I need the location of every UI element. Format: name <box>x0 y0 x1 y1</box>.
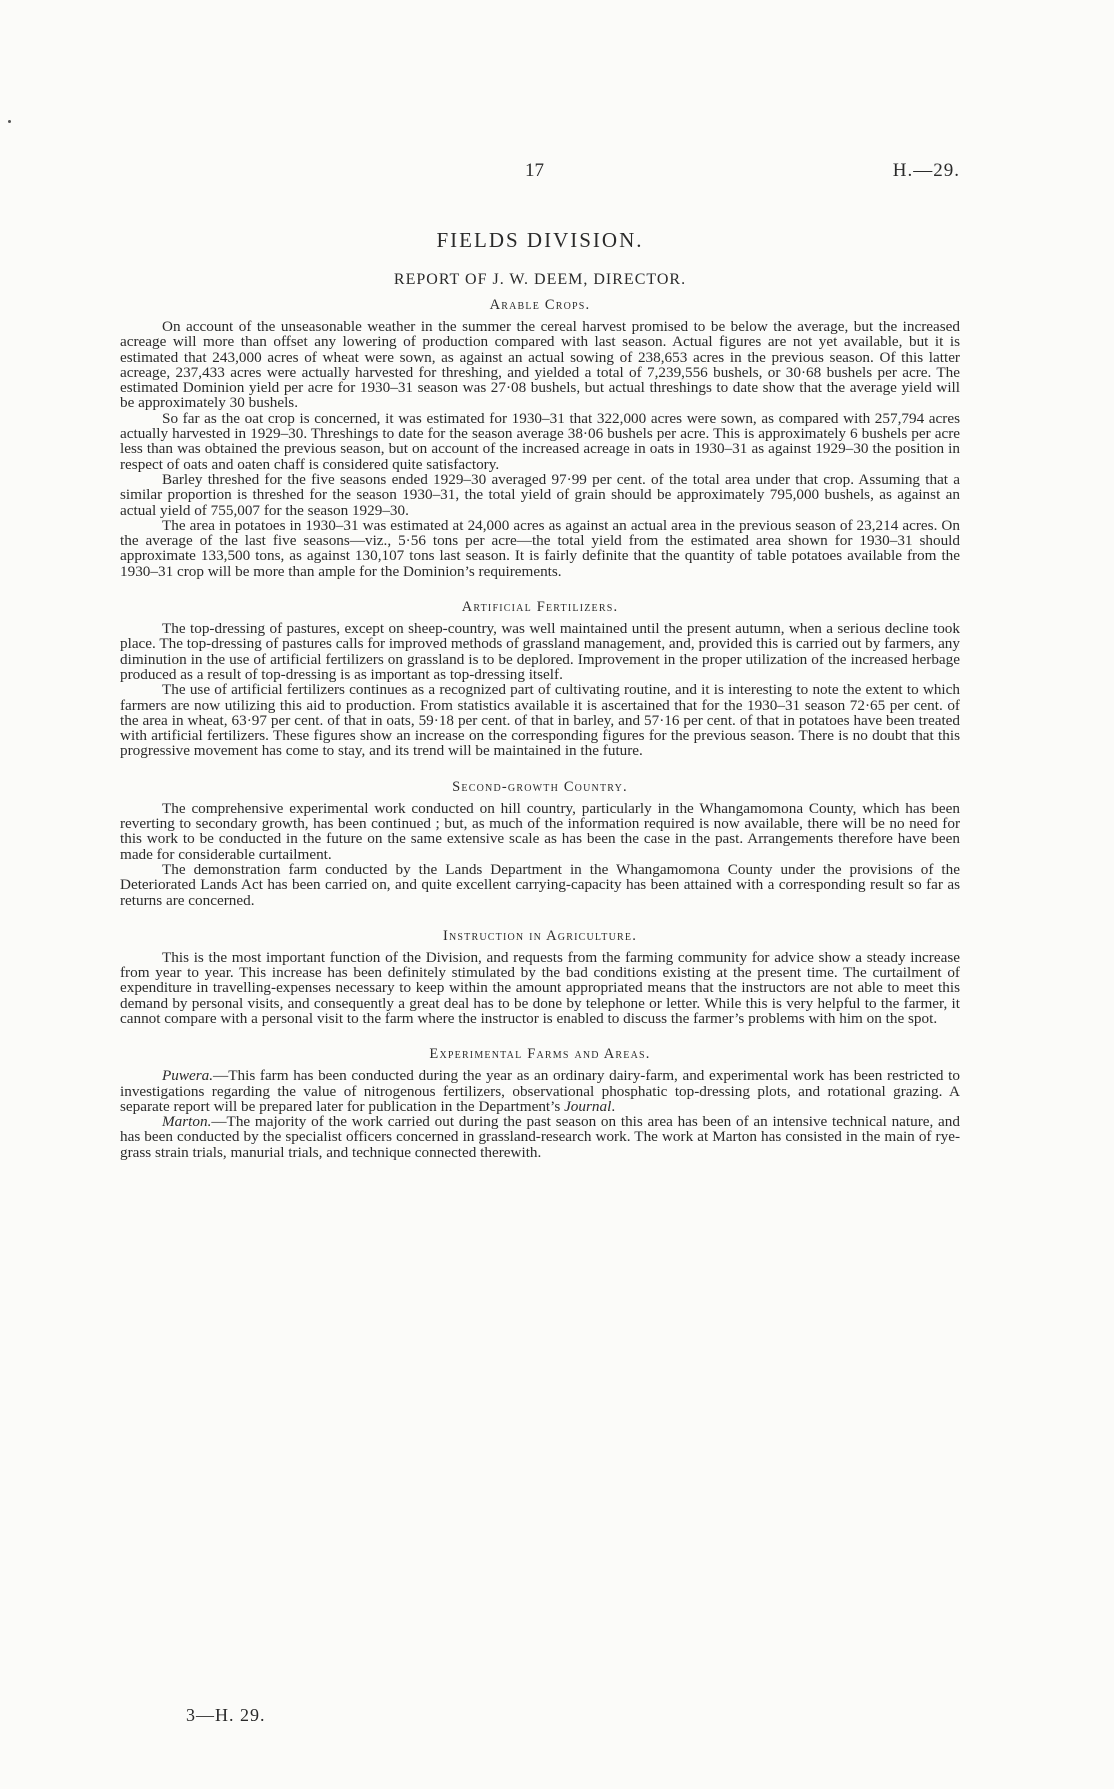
section-heading-artificial-fertilizers: Artificial Fertilizers. <box>461 599 619 616</box>
section-heading-instruction-in-agriculture: Instruction in Agriculture. <box>442 927 638 944</box>
paragraph: The top-dressing of pastures, except on sheep-country, was well maintained until the present autumn, when a serious decline took place. The top-dressing of pastures calls for improved methods of grassland management, and, provided this is carried out by farmers, any diminution in the use of artificial fertilizers on grassland is to be deplored. Improvement in the proper utilization of the increased herbage produced as a result of top-dressing is as important as top-dressing itself. <box>120 620 960 683</box>
paragraph: Barley threshed for the five seasons ended 1929–30 averaged 97·99 per cent. of the total area under that crop. Assuming that a similar proportion is threshed for the season 1930–31, the total yield of grain should be approximately 795,000 bushels, as against an actual yield of 755,007 for the season 1929–30. <box>120 470 960 519</box>
page-number: 17 <box>525 160 544 181</box>
paragraph: This is the most important function of the Division, and requests from the farming community for advice show a steady increase from year to year. This increase has been definitely stimulated by the bad conditions existing at the present time. The curtailment of expenditure in travelling-expenses necessary to keep within the amount appropriated means that the instructors are not able to meet this demand by personal visits, and consequently a great deal has to be done by telephone or letter. While this is very helpful to the farmer, it cannot compare with a personal visit to the farm where the instructor is enabled to discuss the farmer’s problems with him on the spot. <box>120 948 960 1027</box>
paragraph-text: —The majority of the work carried out during the past season on this area has been of an intensive technical nature, and has been conducted by the specialist officers concerned in grassland-research work. The work at Marton has consisted in the main of rye-grass strain trials, manurial trials, and technique connected therewith. <box>120 1113 960 1161</box>
paragraph: The area in potatoes in 1930–31 was estimated at 24,000 acres as against an actual area in the previous season of 23,214 acres. On the average of the last five seasons—viz., 5·56 tons per acre—the total yield from the estimated area shown for 1930–31 should approximate 133,500 tons, as against 130,107 tons last season. It is fairly definite that the quantity of table potatoes available from the 1930–31 crop will be more than ample for the Dominion’s requirements. <box>120 516 960 580</box>
report-subtitle: REPORT OF J. W. DEEM, DIRECTOR. <box>393 271 687 288</box>
main-content <box>120 228 960 1160</box>
page-title: FIELDS DIVISION. <box>436 228 644 252</box>
scan-speck <box>8 120 11 123</box>
paragraph-tail: . <box>611 1097 616 1115</box>
footer-signature: 3—H. 29. <box>186 1705 266 1725</box>
paragraph: The comprehensive experimental work conducted on hill country, particularly in the Whangamomona County, which has been reverting to secondary growth, has been continued ; but, as much of the information required is now available, there will be no need for this work to be conducted in the future on the same extensive scale as has been the case in the past. Arrangements therefore have been made for considerable curtailment. <box>120 799 960 863</box>
farm-name: Marton. <box>162 1113 212 1131</box>
paragraph-puwera <box>120 1068 960 1114</box>
paragraph-marton <box>120 1114 960 1160</box>
section-heading-second-growth-country: Second-growth Country. <box>452 778 628 795</box>
paragraph: On account of the unseasonable weather in the summer the cereal harvest promised to be below the average, but the increased acreage will more than offset any lowering of production compared with last season. Actual figures are not yet available, but it is estimated that 243,000 acres of wheat were sown, as against an actual sowing of 238,653 acres in the previous season. Of this latter acreage, 237,433 acres were actually harvested for threshing, and yielded a total of 7,239,556 bushels, or 30·68 bushels per acre. The estimated Dominion yield per acre for 1930–31 season was 27·08 bushels, but actual threshings to date show that the average yield will be approximately 30 bushels. <box>120 318 960 412</box>
paragraph-text: —This farm has been conducted during the year as an ordinary dairy-farm, and experimental work has been restricted to investigations regarding the value of nitrogenous fertilizers, observational phosphatic top-dressing plots, and rotational grazing. A separate report will be prepared later for publication in the Department’s <box>120 1067 960 1115</box>
section-heading-experimental-farms: Experimental Farms and Areas. <box>429 1046 651 1063</box>
paragraph: So far as the oat crop is concerned, it was estimated for 1930–31 that 322,000 acres were sown, as compared with 257,794 acres actually harvested in 1929–30. Threshings to date for the season average 38·06 bushels per acre. This is approximately 6 bushels per acre less than was obtained the previous season, but on account of the increased acreage in oats in 1930–31 as against 1929–30 the position in respect of oats and oaten chaff is considered quite satisfactory. <box>120 409 960 473</box>
paragraph: The demonstration farm conducted by the Lands Department in the Whangamomona County under the provisions of the Deteriorated Lands Act has been carried on, and quite excellent carrying-capacity has been attained with a corresponding result so far as returns are concerned. <box>120 860 960 909</box>
page-header <box>120 160 960 190</box>
farm-name: Puwera. <box>162 1067 214 1085</box>
journal-title: Journal <box>564 1097 612 1115</box>
document-reference: H.—29. <box>892 160 960 181</box>
paragraph: The use of artificial fertilizers continues as a recognized part of cultivating routine, and it is interesting to note the extent to which farmers are now utilizing this aid to production. From statistics available it is ascertained that for the 1930–31 season 72·65 per cent. of the area in wheat, 63·97 per cent. of that in oats, 59·18 per cent. of that in barley, and 57·16 per cent. of that in potatoes have been treated with artificial fertilizers. These figures show an increase on the corresponding figures for the previous season. There is no doubt that this progressive movement has come to stay, and its trend will be maintained in the future. <box>120 681 960 760</box>
section-heading-arable-crops: Arable Crops. <box>489 297 591 313</box>
